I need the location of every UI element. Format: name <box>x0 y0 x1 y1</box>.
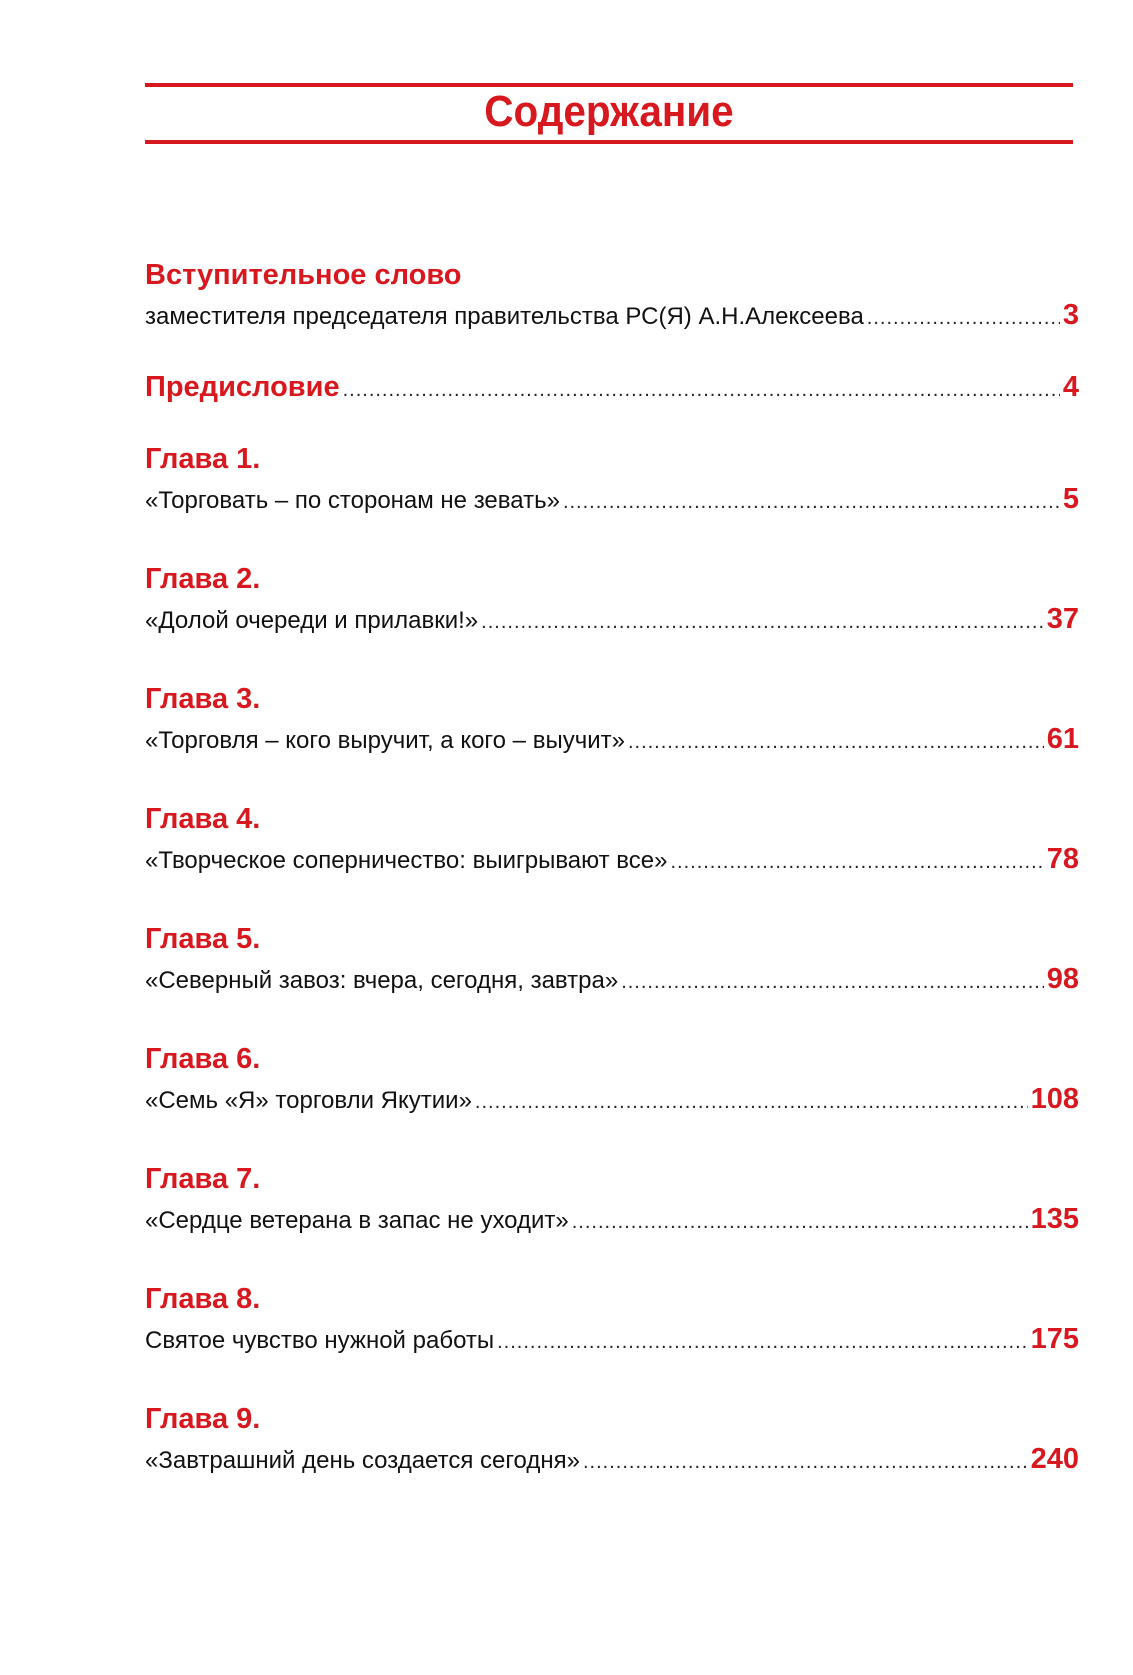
chapter-heading: Глава 6. <box>145 1043 261 1075</box>
toc-entry-chapter-7[interactable] <box>145 1159 1079 1239</box>
dot-leader <box>481 602 1044 642</box>
dot-leader <box>572 1202 1028 1242</box>
chapter-page: 240 <box>1030 1443 1079 1475</box>
chapter-page: 98 <box>1046 963 1079 995</box>
toc-preface-page: 4 <box>1062 371 1079 403</box>
chapter-heading: Глава 2. <box>145 563 261 595</box>
chapter-line <box>145 1439 1079 1479</box>
chapter-line <box>145 959 1079 999</box>
chapter-title: «Северный завоз: вчера, сегодня, завтра» <box>145 967 619 994</box>
toc-entry-preface[interactable] <box>145 367 1079 407</box>
chapter-line <box>145 599 1079 639</box>
chapter-heading: Глава 8. <box>145 1283 261 1315</box>
chapter-title: Святое чувство нужной работы <box>145 1327 495 1354</box>
chapter-line <box>145 1319 1079 1359</box>
toc-preface-text: Предисловие <box>145 371 340 403</box>
table-of-contents <box>145 255 1079 1479</box>
page-title: Содержание <box>484 87 734 136</box>
toc-entry-chapter-3[interactable] <box>145 679 1079 759</box>
toc-intro-page: 3 <box>1062 299 1079 331</box>
chapter-page: 108 <box>1030 1083 1079 1115</box>
dot-leader <box>670 842 1043 882</box>
chapter-page: 5 <box>1062 483 1079 515</box>
chapter-title: «Семь «Я» торговли Якутии» <box>145 1087 472 1114</box>
dot-leader <box>497 1322 1027 1362</box>
dot-leader <box>867 298 1060 338</box>
chapter-page: 175 <box>1030 1323 1079 1355</box>
toc-entry-chapter-2[interactable] <box>145 559 1079 639</box>
chapter-page: 135 <box>1030 1203 1079 1235</box>
toc-entry-chapter-8[interactable] <box>145 1279 1079 1359</box>
toc-entry-chapter-9[interactable] <box>145 1399 1079 1479</box>
chapter-heading: Глава 9. <box>145 1403 261 1435</box>
chapter-heading: Глава 7. <box>145 1163 261 1195</box>
dot-leader <box>628 722 1044 762</box>
chapter-heading: Глава 5. <box>145 923 261 955</box>
chapter-title: «Творческое соперничество: выигрывают все» <box>145 847 668 874</box>
chapter-heading: Глава 1. <box>145 443 261 475</box>
dot-leader <box>621 962 1044 1002</box>
chapter-title: «Сердце ветерана в запас не уходит» <box>145 1207 569 1234</box>
chapter-line <box>145 719 1079 759</box>
chapter-line <box>145 839 1079 879</box>
chapter-title: «Завтрашний день создается сегодня» <box>145 1447 580 1474</box>
dot-leader <box>475 1082 1028 1122</box>
toc-entry-chapter-1[interactable] <box>145 439 1079 519</box>
toc-intro-heading: Вступительное слово <box>145 259 462 291</box>
chapter-title: «Торговля – кого выручит, а кого – выучит» <box>145 727 625 754</box>
dot-leader <box>563 482 1060 522</box>
chapter-title: «Торговать – по сторонам не зевать» <box>145 487 560 514</box>
chapter-title: «Долой очереди и прилавки!» <box>145 607 479 634</box>
dot-leader <box>583 1442 1028 1482</box>
toc-preface-line <box>145 367 1079 407</box>
chapter-line <box>145 1079 1079 1119</box>
chapter-heading: Глава 4. <box>145 803 261 835</box>
chapter-heading: Глава 3. <box>145 683 261 715</box>
chapter-page: 61 <box>1046 723 1079 755</box>
toc-intro-text: заместителя председателя правительства РС(Я) А.Н.Алексеева <box>145 303 864 330</box>
dot-leader <box>343 370 1060 410</box>
chapter-page: 37 <box>1046 603 1079 635</box>
chapter-line <box>145 1199 1079 1239</box>
toc-entry-intro[interactable] <box>145 255 1079 335</box>
toc-entry-chapter-5[interactable] <box>145 919 1079 999</box>
chapter-page: 78 <box>1046 843 1079 875</box>
chapter-line <box>145 479 1079 519</box>
toc-entry-chapter-6[interactable] <box>145 1039 1079 1119</box>
title-bottom-rule <box>145 140 1073 144</box>
toc-entry-chapter-4[interactable] <box>145 799 1079 879</box>
toc-intro-line <box>145 295 1079 335</box>
